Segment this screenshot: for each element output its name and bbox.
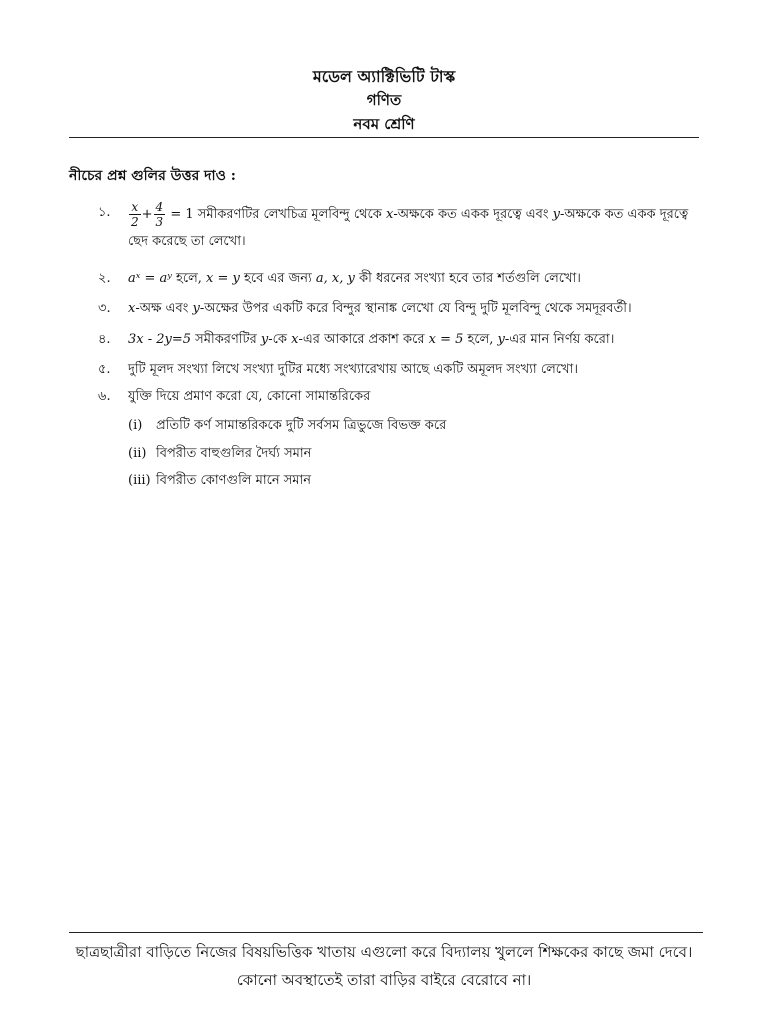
- fraction-numerator: x: [129, 200, 141, 215]
- document-title: মডেল অ্যাক্টিভিটি টাস্ক: [312, 67, 456, 86]
- subject-title: গণিত: [366, 91, 402, 109]
- header-divider: [69, 137, 699, 138]
- question-6: [98, 384, 703, 409]
- question-number: ৩.: [98, 301, 111, 316]
- sub-question-text: বিপরীত বাহুগুলির দৈর্ঘ্য সমান: [156, 446, 312, 461]
- sub-question-text: বিপরীত কোণগুলি মানে সমান: [156, 473, 312, 488]
- sub-question-number: (i): [128, 418, 143, 433]
- math-expression: x = y: [206, 271, 240, 286]
- question-number: ৪.: [98, 332, 111, 347]
- question-body: [128, 296, 703, 321]
- question-body: [128, 200, 703, 254]
- question-body: [128, 327, 703, 352]
- question-text: -এর মান নির্ণয় করো।: [504, 332, 615, 347]
- fraction-4-over-3: [154, 200, 166, 229]
- question-4: [98, 327, 703, 352]
- question-text: কী ধরনের সংখ্যা হবে তার শর্তগুলি লেখো।: [354, 271, 581, 286]
- equals-one: = 1: [170, 207, 194, 222]
- question-5: [98, 357, 703, 382]
- math-y: y: [497, 332, 505, 347]
- question-text: -অক্ষের উপর একটি করে বিন্দুর স্থানাঙ্ক লেখো যে বিন্দু দুটি মূলবিন্দু থেকে সমদূরবর্তী।: [199, 301, 632, 316]
- math-y: y: [260, 332, 269, 347]
- sub-question-number: (ii): [128, 446, 147, 461]
- class-title: নবম শ্রেণি: [353, 115, 415, 133]
- question-text: -অক্ষকে কত একক দূরত্বে ছেদ করেছে তা লেখো।: [128, 207, 689, 249]
- plus-sign: +: [141, 207, 153, 222]
- math-expression: 3x - 2y=5: [128, 332, 192, 347]
- sub-question-number: (iii): [128, 473, 151, 488]
- footer-line-1: ছাত্রছাত্রীরা বাড়িতে নিজের বিষয়ভিত্তিক খাতায় এগুলো করে বিদ্যালয় খুললে শিক্ষকের কাছে জমা দেবে।: [75, 943, 693, 961]
- question-text: যুক্তি দিয়ে প্রমাণ করো যে, কোনো সামান্তরিকের: [128, 389, 371, 404]
- question-text: হলে,: [171, 271, 207, 286]
- question-2: [98, 266, 703, 291]
- question-text: -অক্ষ এবং: [135, 301, 193, 316]
- question-text: -এর আকারে প্রকাশ করে: [298, 332, 429, 347]
- question-text: -কে: [268, 332, 292, 347]
- math-x: x: [385, 207, 394, 222]
- fraction-numerator: 4: [155, 200, 164, 214]
- question-3: [98, 296, 703, 321]
- math-expression: a, x, y: [315, 271, 355, 286]
- question-text: হলে,: [463, 332, 498, 347]
- math-x: x: [128, 301, 136, 316]
- sub-question-text: প্রতিটি কর্ণ সামান্তরিককে দুটি সর্বসম ত্রিভুজে বিভক্ত করে: [156, 418, 447, 433]
- math-y: y: [552, 207, 560, 222]
- math-expression: x = 5: [428, 332, 464, 347]
- question-text: সমীকরণটির: [191, 332, 261, 347]
- question-body: [128, 266, 703, 291]
- question-number: ৬.: [98, 389, 111, 404]
- math-y: y: [192, 301, 200, 316]
- question-1: [98, 200, 703, 254]
- question-text: -অক্ষকে কত একক দূরত্বে এবং: [393, 207, 553, 222]
- fraction-denominator: 3: [155, 215, 164, 229]
- sub-question-ii: [128, 444, 311, 465]
- footer-line-2: কোনো অবস্থাতেই তারা বাড়ির বাইরে বেরোবে না।: [236, 971, 532, 989]
- math-x: x: [291, 332, 299, 347]
- instruction-text: নীচের প্রশ্ন গুলির উত্তর দাও :: [69, 168, 236, 184]
- footer-divider: [69, 932, 703, 933]
- question-number: ২.: [98, 271, 111, 286]
- fraction-x-over-2: [129, 200, 141, 229]
- question-text: দুটি মূলদ সংখ্যা লিখে সংখ্যা দুটির মধ্যে সংখ্যারেখায় আছে একটি অমূলদ সংখ্যা লেখো।: [128, 362, 578, 377]
- math-expression: aˣ = aʸ: [128, 271, 172, 286]
- footer-note: [0, 938, 768, 994]
- question-text: হবে এর জন্য: [239, 271, 316, 286]
- document-header: [0, 66, 768, 136]
- question-number: ৫.: [98, 362, 111, 377]
- question-text: সমীকরণটির লেখচিত্র মূলবিন্দু থেকে: [193, 207, 386, 222]
- question-number: ১.: [98, 205, 111, 220]
- sub-question-iii: [128, 471, 311, 492]
- sub-question-i: [128, 416, 446, 437]
- fraction-denominator: 2: [131, 215, 139, 229]
